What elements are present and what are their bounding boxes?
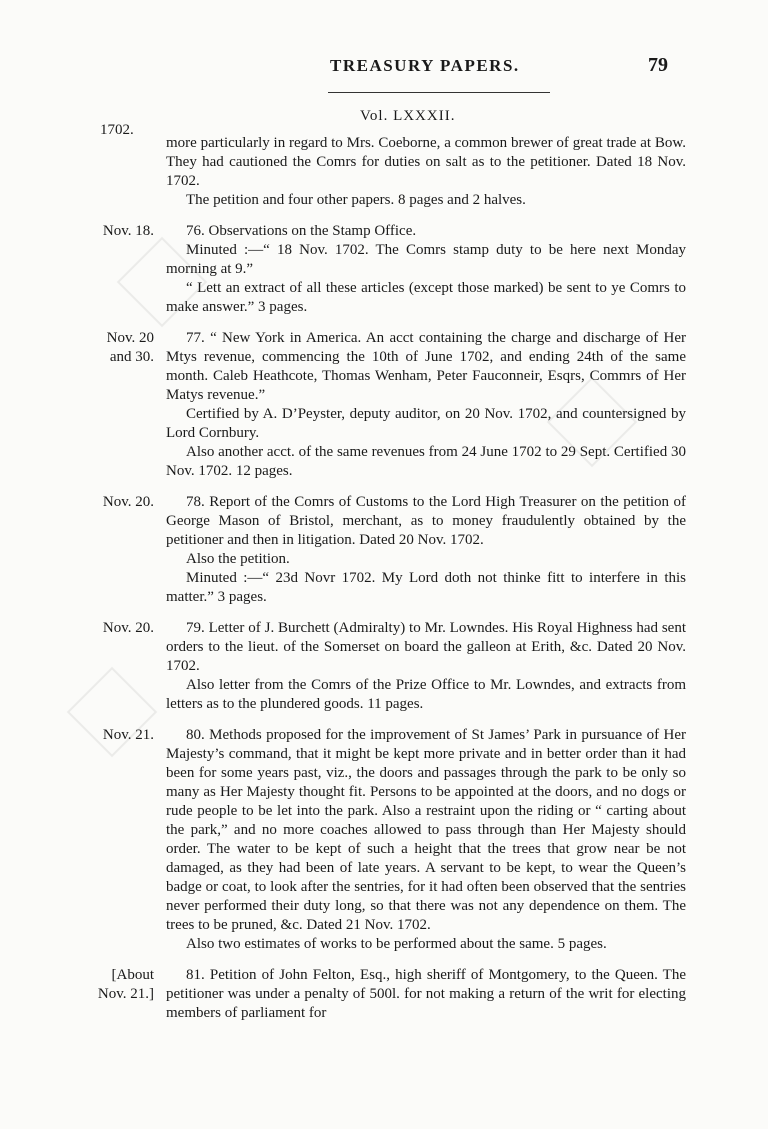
entry-76 bbox=[0, 222, 768, 317]
header-rule bbox=[328, 92, 550, 93]
entry-78 bbox=[0, 493, 768, 607]
entry-paragraph: Also the petition. bbox=[186, 551, 290, 567]
volume-heading: Vol. LXXXII. bbox=[360, 108, 456, 124]
entry-paragraph: 77. “ New York in America. An acct containing the charge and discharge of Her Mtys revenue, commencing the 10th of June 1702, and ending 24th of the same month. Caleb Heathcote, Thomas Wenham, Peter Fauconneir, Esqrs, Commrs of Her Matys revenue.” bbox=[166, 330, 686, 403]
entry-date: Nov. 20. bbox=[102, 494, 154, 510]
entry-body bbox=[166, 619, 686, 714]
entry-date: [About Nov. 21.] bbox=[97, 967, 154, 1002]
entry-paragraph: Certified by A. D’Peyster, deputy auditor, on 20 Nov. 1702, and countersigned by Lord Cornbury. bbox=[166, 406, 686, 441]
entry-paragraph: 81. Petition of John Felton, Esq., high sheriff of Montgomery, to the Queen. The petitioner was under a penalty of 500l. for not making a return of the writ for electing members of parliament for bbox=[166, 967, 686, 1021]
entry-paragraph: 79. Letter of J. Burchett (Admiralty) to Mr. Lowndes. His Royal Highness had sent orders to the lieut. of the Somerset on board the galleon at Erith, &c. Dated 20 Nov. 1702. bbox=[166, 620, 686, 674]
entry-79 bbox=[0, 619, 768, 714]
entry-paragraph: more particularly in regard to Mrs. Coeborne, a common brewer of great trade at Bow. They had cautioned the Comrs for duties on salt as to the petitioner. Dated 18 Nov. 1702. bbox=[166, 135, 686, 189]
entry-paragraph: 76. Observations on the Stamp Office. bbox=[186, 223, 417, 239]
year-marginal: 1702. bbox=[100, 122, 134, 138]
entry-date: Nov. 21. bbox=[102, 727, 154, 743]
entry-date: Nov. 18. bbox=[102, 223, 154, 239]
entry-body bbox=[166, 222, 686, 317]
entry-80 bbox=[0, 726, 768, 954]
entry-paragraph: Also two estimates of works to be performed about the same. 5 pages. bbox=[186, 936, 607, 952]
entry-paragraph: The petition and four other papers. 8 pages and 2 halves. bbox=[186, 192, 526, 208]
entry-body bbox=[166, 134, 686, 210]
entry-paragraph: Minuted :—“ 18 Nov. 1702. The Comrs stamp duty to be here next Monday morning at 9.” bbox=[166, 242, 686, 277]
entry-paragraph: 78. Report of the Comrs of Customs to the Lord High Treasurer on the petition of George Mason of Bristol, merchant, as to money fraudulently obtained by the petitioner and then in litigation. Dated 20 Nov. 1702. bbox=[166, 494, 686, 548]
entry-paragraph: Minuted :—“ 23d Novr 1702. My Lord doth not thinke fitt to interfere in this matter.” 3 pages. bbox=[166, 570, 686, 605]
entry-date: Nov. 20 and 30. bbox=[106, 330, 154, 365]
entry-paragraph: 80. Methods proposed for the improvement of St James’ Park in pursuance of Her Majesty’s command, that it might be kept more private and in better order than it had been for some years past, viz., the doors and passages through the park to be only so many as Her Majesty thought fit. Persons to be appointed at the doors, and no dogs or rude people to be let into the park. Also a restraint upon the riding or “ carting about the park,” and no more coaches allowed to pass through than Her Majesty should order. The water to be kept of such a height that the trees that grow near be not damaged, as they had been of late years. A servant to be kept, to wear the Queen’s badge or coat, to look after the sentries, for it had often been observed that the sentries never performed their duty long, so that there was not any dependence on them. The trees to be pruned, &c. Dated 21 Nov. 1702. bbox=[166, 727, 686, 933]
page-number: 79 bbox=[648, 54, 668, 76]
entry-paragraph: Also letter from the Comrs of the Prize Office to Mr. Lowndes, and extracts from letters as to the plundered goods. 11 pages. bbox=[166, 677, 686, 712]
entry-body bbox=[166, 966, 686, 1023]
entry-continued bbox=[0, 134, 768, 210]
entry-body bbox=[166, 329, 686, 481]
page-header bbox=[0, 56, 768, 86]
running-title: TREASURY PAPERS. bbox=[330, 56, 520, 75]
entry-date: Nov. 20. bbox=[102, 620, 154, 636]
entries bbox=[0, 134, 768, 1035]
entry-paragraph: Also another acct. of the same revenues from 24 June 1702 to 29 Sept. Certified 30 Nov. 1702. 12 pages. bbox=[166, 444, 686, 479]
entry-body bbox=[166, 726, 686, 954]
entry-77 bbox=[0, 329, 768, 481]
entry-body bbox=[166, 493, 686, 607]
entry-81 bbox=[0, 966, 768, 1023]
entry-paragraph: “ Lett an extract of all these articles (except those marked) be sent to ye Comrs to make answer.” 3 pages. bbox=[166, 280, 686, 315]
